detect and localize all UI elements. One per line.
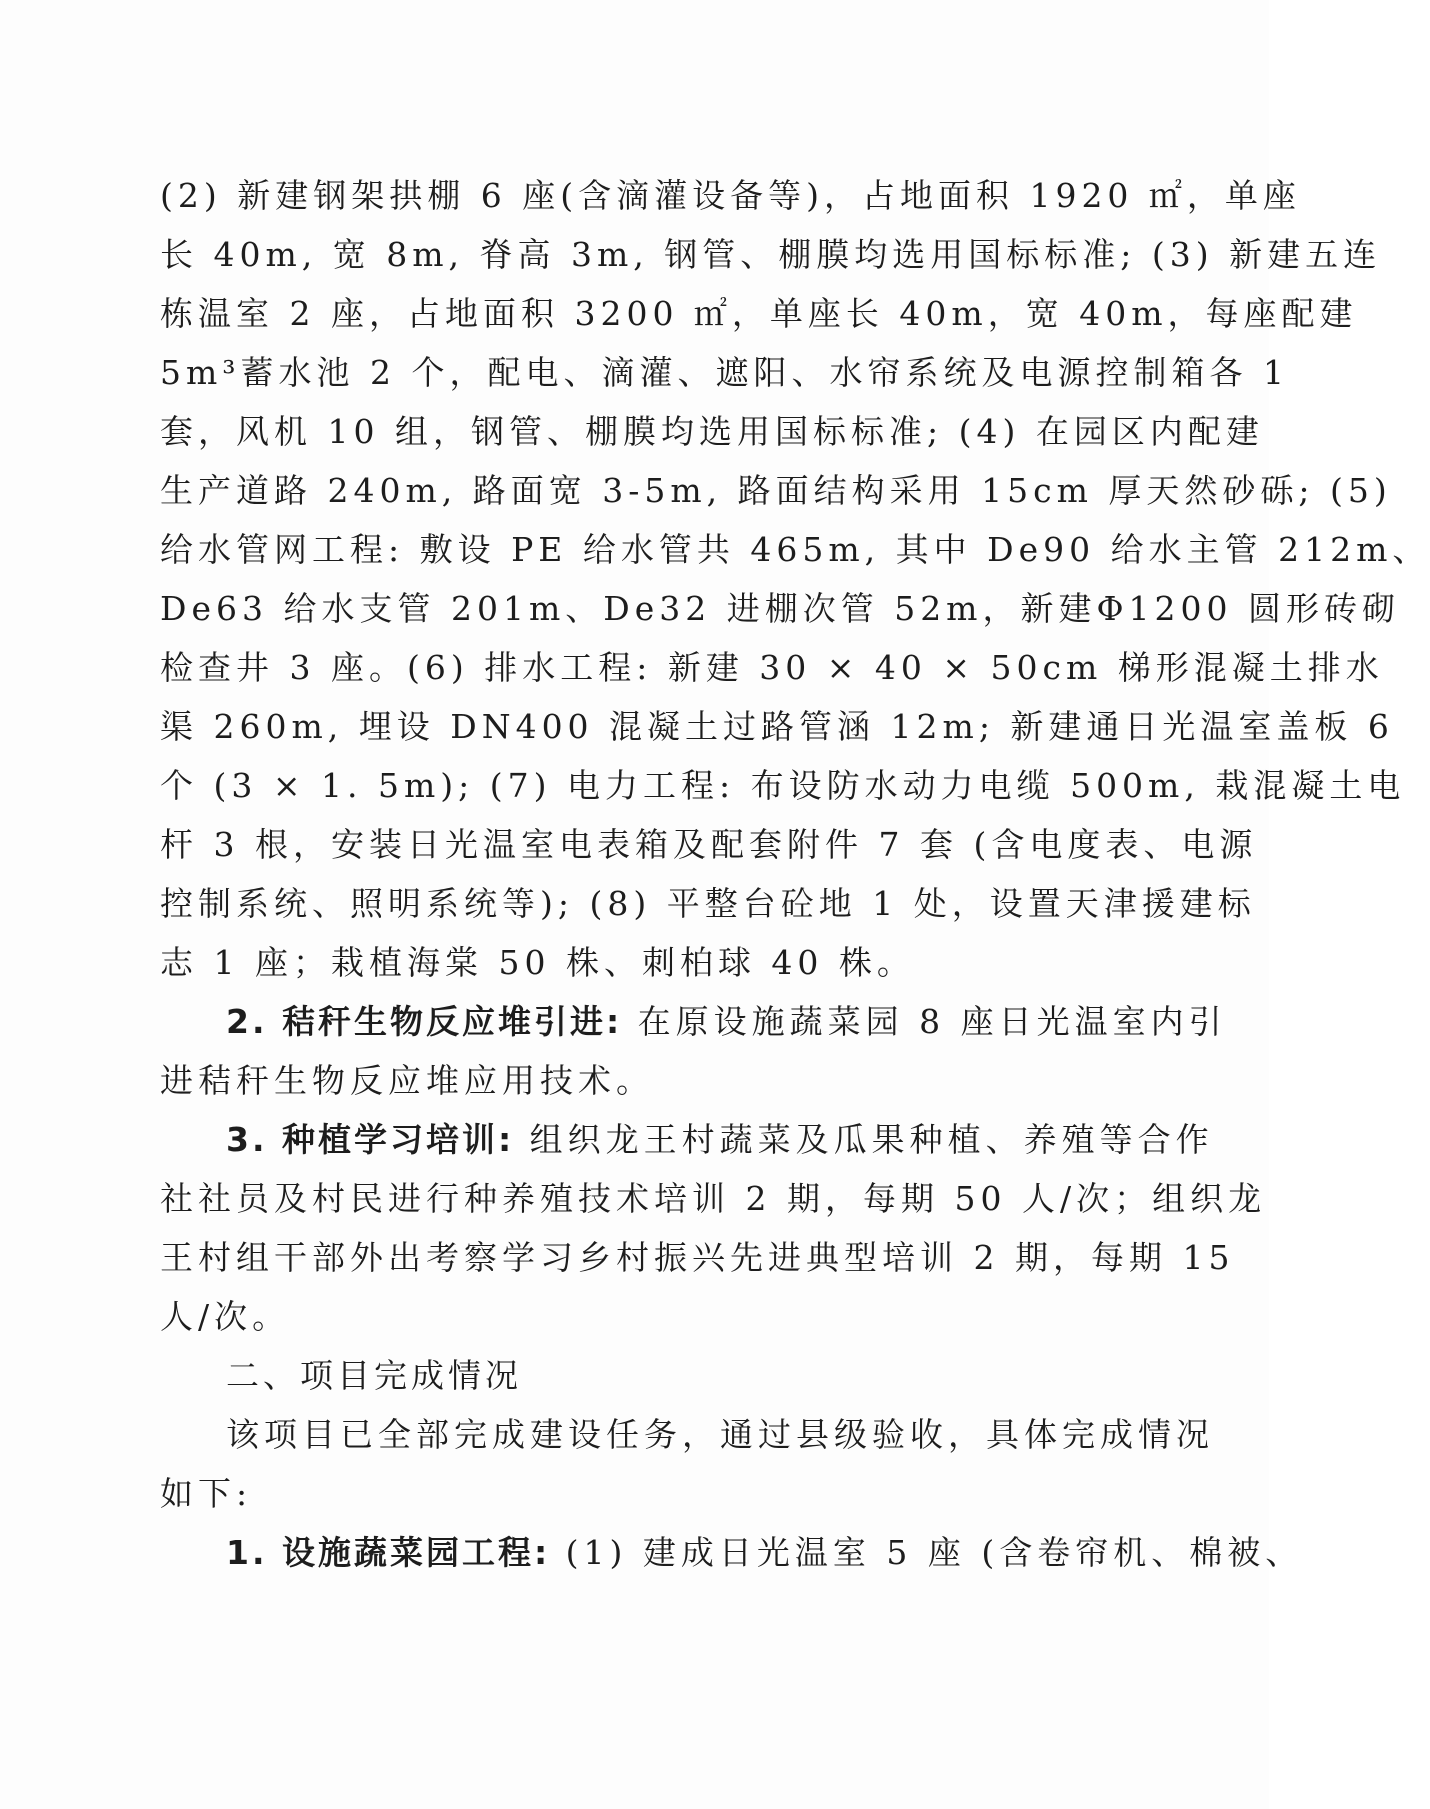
item-2-title: 2. 秸秆生物反应堆引进:: [226, 1002, 623, 1041]
body-line: 控制系统、照明系统等); (8) 平整台砼地 1 处，设置天津援建标: [160, 884, 1256, 923]
body-line: 套，风机 10 组，钢管、棚膜均选用国标标准; (4) 在园区内配建: [160, 412, 1264, 451]
item-3-continuation: 王村组干部外出考察学习乡村振兴先进典型培训 2 期，每期 15: [160, 1238, 1235, 1277]
document-body: [160, 166, 1430, 1582]
body-line: 给水管网工程: 敷设 PE 给水管共 465m, 其中 De90 给水主管 212m、: [160, 530, 1430, 569]
item-3-continuation: 人/次。: [160, 1297, 291, 1336]
item-2-text: 在原设施蔬菜园 8 座日光温室内引: [622, 1002, 1227, 1041]
body-line: 志 1 座；栽植海棠 50 株、刺柏球 40 株。: [160, 943, 915, 982]
body-line: (2) 新建钢架拱棚 6 座(含滴灌设备等)，占地面积 1920 ㎡，单座: [160, 176, 1301, 215]
item-2-line: [160, 992, 1227, 1051]
section-paragraph-line: 该项目已全部完成建设任务，通过县级验收，具体完成情况: [226, 1415, 1214, 1454]
body-line: 检查井 3 座。(6) 排水工程: 新建 30 × 40 × 50cm 梯形混凝土排水: [160, 648, 1384, 687]
body-line: 生产道路 240m, 路面宽 3-5m, 路面结构采用 15cm 厚天然砂砾; (5): [160, 471, 1392, 510]
section-paragraph-line: 如下:: [160, 1474, 253, 1513]
body-line: 渠 260m, 埋设 DN400 混凝土过路管涵 12m; 新建通日光温室盖板 6: [160, 707, 1394, 746]
body-line: 长 40m, 宽 8m, 脊高 3m, 钢管、棚膜均选用国标标准; (3) 新建五连: [160, 235, 1382, 274]
item-3-title: 3. 种植学习培训:: [226, 1120, 515, 1159]
item-2-continuation: 进秸秆生物反应堆应用技术。: [160, 1061, 654, 1100]
body-line: 5m³蓄水池 2 个，配电、滴灌、遮阳、水帘系统及电源控制箱各 1: [160, 353, 1289, 392]
body-line: De63 给水支管 201m、De32 进棚次管 52m，新建Φ1200 圆形砖砌: [160, 589, 1401, 628]
item-3-text: 组织龙王村蔬菜及瓜果种植、养殖等合作: [514, 1120, 1214, 1159]
item-3-continuation: 社社员及村民进行种养殖技术培训 2 期，每期 50 人/次；组织龙: [160, 1179, 1267, 1218]
item-1b-title: 1. 设施蔬菜园工程:: [226, 1533, 551, 1572]
item-1b-line: [160, 1523, 1304, 1582]
item-3-line: [160, 1110, 1214, 1169]
body-line: 杆 3 根，安装日光温室电表箱及配套附件 7 套 (含电度表、电源: [160, 825, 1258, 864]
item-1b-text: (1) 建成日光温室 5 座 (含卷帘机、棉被、: [550, 1533, 1304, 1572]
body-line: 个 (3 × 1. 5m); (7) 电力工程: 布设防水动力电缆 500m, 栽混凝土电: [160, 766, 1406, 805]
section-heading: 二、项目完成情况: [226, 1356, 522, 1395]
body-line: 栋温室 2 座，占地面积 3200 ㎡，单座长 40m，宽 40m，每座配建: [160, 294, 1358, 333]
